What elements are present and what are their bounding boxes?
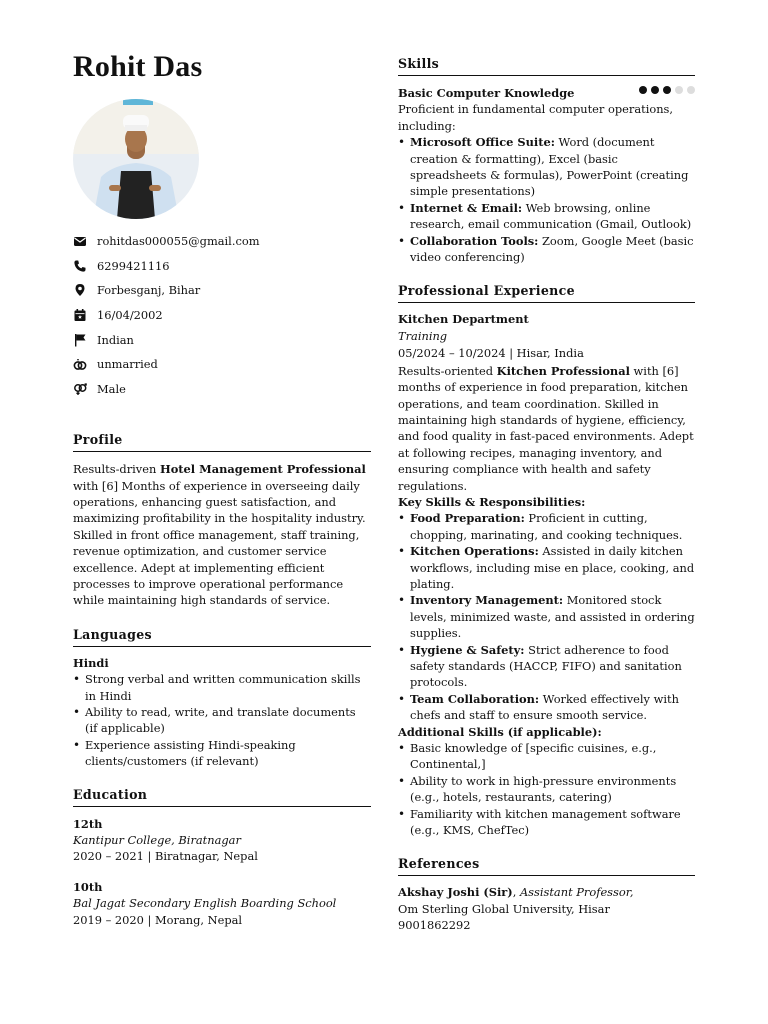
contact-email[interactable] xyxy=(73,229,371,254)
profile-intro: Results-driven xyxy=(73,462,160,477)
education-section xyxy=(73,787,371,928)
education-school: Kantipur College, Biratnagar xyxy=(73,833,241,848)
contact-birthdate xyxy=(73,303,371,328)
skills-section xyxy=(398,56,695,265)
rings-icon xyxy=(73,357,87,371)
profile-heading: Profile xyxy=(73,432,371,452)
key-skill-text: Assisted in daily kitchen workflows, including mise en place, cooking, and plating. xyxy=(410,544,695,591)
profile-summary xyxy=(73,461,371,609)
language-details-list xyxy=(73,671,371,769)
gender-text: Male xyxy=(97,381,126,396)
list-item: • Ability to read, write, and translate documents (if applicable) xyxy=(85,704,371,737)
key-skills-list xyxy=(398,510,695,723)
email-text: rohitdas000055@gmail.com xyxy=(97,234,260,249)
list-item xyxy=(410,510,695,543)
key-skill-text: Proficient in cutting, chopping, marinating, and cooking techniques. xyxy=(410,511,683,542)
right-column xyxy=(398,56,695,934)
calendar-icon xyxy=(73,308,87,322)
contact-marital-status xyxy=(73,352,371,377)
skill-text: Web browsing, online research, email communication (Gmail, Outlook) xyxy=(410,200,692,232)
list-item xyxy=(410,233,695,266)
gender-icon xyxy=(73,382,87,396)
experience-section xyxy=(398,283,695,838)
rating-dot-empty xyxy=(675,86,683,94)
list-item: • Experience assisting Hindi-speaking clients/customers (if relevant) xyxy=(85,737,371,770)
references-heading: References xyxy=(398,856,695,876)
summary-highlight: Kitchen Professional xyxy=(496,363,630,378)
rating-dot-filled xyxy=(651,86,659,94)
key-skill-label: Food Preparation: xyxy=(410,511,525,526)
summary-rest: with [6] months of experience in food preparation, kitchen operations, and team coordination. Skilled in maintaining high standards of hygiene, efficiency, and food quality in fast-paced environments. Adept at following recipes, managing inventory, and ensuring compliance with health and safety regulations. xyxy=(398,363,694,493)
contact-gender xyxy=(73,377,371,402)
reference-organization: Om Sterling Global University, Hisar xyxy=(398,901,610,916)
list-item: • Basic knowledge of [specific cuisines, e.g., Continental,] xyxy=(410,740,695,773)
languages-section xyxy=(73,627,371,770)
contact-nationality xyxy=(73,327,371,352)
contact-location xyxy=(73,278,371,303)
education-meta: 2019 – 2020 | Morang, Nepal xyxy=(73,912,243,927)
list-item xyxy=(410,543,695,592)
profile-rest: with [6] Months of experience in overseeing daily operations, enhancing guest satisfaction, and maximizing profitability in the hospitality industry. Skilled in front office management, staff training, revenue optimization, and customer service excellence. Adept at implementing efficient processes to improve operational performance while maintaining high standards of service. xyxy=(73,478,366,608)
location-text: Forbesganj, Bihar xyxy=(97,283,201,298)
language-name: Hindi xyxy=(73,655,109,670)
list-item xyxy=(410,592,695,641)
experience-heading: Professional Experience xyxy=(398,283,695,303)
birthdate-text: 16/04/2002 xyxy=(97,308,163,323)
profile-photo xyxy=(73,99,199,219)
skill-label: Internet & Email: xyxy=(410,200,523,215)
profile-highlight: Hotel Management Professional xyxy=(159,462,366,477)
additional-skills-heading: Additional Skills (if applicable): xyxy=(398,724,602,739)
skill-list xyxy=(398,134,695,265)
left-column xyxy=(73,50,371,928)
phone-icon xyxy=(73,259,87,273)
skill-title: Basic Computer Knowledge xyxy=(398,86,575,100)
key-skill-label: Inventory Management: xyxy=(410,593,564,608)
key-skill-label: Hygiene & Safety: xyxy=(410,642,525,657)
key-skill-text: Monitored stock levels, minimized waste, and assisted in ordering supplies. xyxy=(410,593,695,641)
contact-phone[interactable] xyxy=(73,254,371,279)
list-item xyxy=(410,200,695,233)
rating-dot-filled xyxy=(663,86,671,94)
education-entry xyxy=(73,816,371,865)
candidate-name: Rohit Das xyxy=(73,50,203,83)
reference-phone[interactable]: 9001862292 xyxy=(398,918,471,933)
reference-name-line: Akshay Joshi (Sir), Assistant Professor, xyxy=(398,885,634,900)
experience-meta: 05/2024 – 10/2024 | Hisar, India xyxy=(398,346,584,361)
experience-department: Kitchen Department xyxy=(398,312,529,327)
envelope-icon xyxy=(73,234,87,248)
flag-icon xyxy=(73,333,87,347)
skill-text: Word (document creation & formatting), Excel (basic spreadsheets & formulas), PowerPoint (creating simple presentations) xyxy=(410,135,689,199)
references-section xyxy=(398,856,695,933)
list-item xyxy=(410,642,695,691)
experience-role: Training xyxy=(398,328,448,343)
key-skill-label: Team Collaboration: xyxy=(410,691,540,706)
contact-list xyxy=(73,229,371,401)
nationality-text: Indian xyxy=(97,332,134,347)
skill-text: Zoom, Google Meet (basic video conferencing) xyxy=(410,233,694,265)
languages-heading: Languages xyxy=(73,627,371,647)
additional-skills-list xyxy=(398,740,695,838)
education-heading: Education xyxy=(73,787,371,807)
education-meta: 2020 – 2021 | Biratnagar, Nepal xyxy=(73,849,258,864)
list-item: • Strong verbal and written communication skills in Hindi xyxy=(85,671,371,704)
summary-intro: Results-oriented xyxy=(398,363,497,378)
list-item xyxy=(410,691,695,724)
education-degree: 12th xyxy=(73,816,103,831)
rating-dot-empty xyxy=(687,86,695,94)
list-item: • Familiarity with kitchen management software (e.g., KMS, ChefTec) xyxy=(410,806,695,839)
marital-status-text: unmarried xyxy=(97,357,158,372)
education-degree: 10th xyxy=(73,879,103,894)
experience-summary xyxy=(398,363,695,494)
key-skill-text: Strict adherence to food safety standards (HACCP, FIFO) and sanitation protocols. xyxy=(410,642,682,690)
profile-section xyxy=(73,432,371,609)
phone-text: 6299421116 xyxy=(97,258,170,273)
key-skills-heading: Key Skills & Responsibilities: xyxy=(398,494,586,509)
skill-header xyxy=(398,85,695,101)
education-school: Bal Jagat Secondary English Boarding School xyxy=(73,896,337,911)
skill-level-rating xyxy=(639,86,695,94)
skill-intro: Proficient in fundamental computer operations, including: xyxy=(398,102,673,133)
skill-label: Collaboration Tools: xyxy=(410,233,539,248)
list-item: • Ability to work in high-pressure environments (e.g., hotels, restaurants, catering) xyxy=(410,773,695,806)
rating-dot-filled xyxy=(639,86,647,94)
key-skill-text: Worked effectively with chefs and staff to ensure smooth service. xyxy=(410,691,679,723)
education-entry xyxy=(73,879,371,928)
location-pin-icon xyxy=(73,283,87,297)
reference-name: Akshay Joshi (Sir) xyxy=(398,885,513,900)
reference-title: Assistant Professor, xyxy=(519,885,634,900)
skills-heading: Skills xyxy=(398,56,695,76)
list-item xyxy=(410,134,695,200)
skill-label: Microsoft Office Suite: xyxy=(410,135,555,150)
key-skill-label: Kitchen Operations: xyxy=(410,544,539,559)
